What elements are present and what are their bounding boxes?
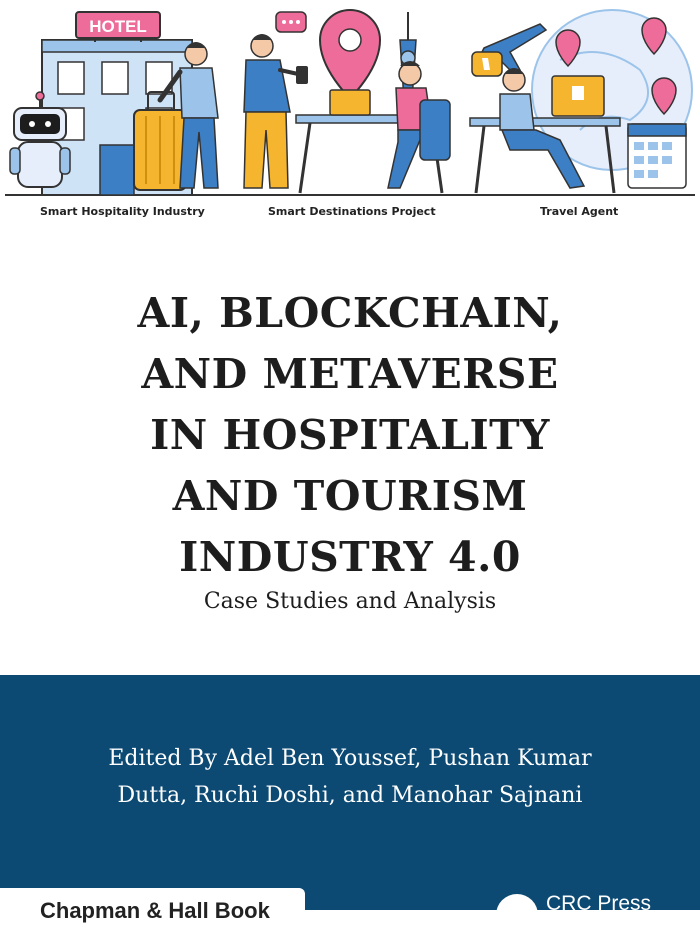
caption-smart-hospitality: Smart Hospitality Industry	[40, 205, 205, 218]
caption-smart-destinations: Smart Destinations Project	[268, 205, 436, 218]
crc-logo-icon	[496, 894, 538, 936]
publisher-name: CRC Press	[546, 892, 652, 915]
editors-line: Edited By Adel Ben Youssef, Pushan Kumar	[108, 746, 592, 771]
editors-line: Dutta, Ruchi Doshi, and Manohar Sajnani	[117, 783, 583, 808]
phone-bubble-icon	[472, 52, 502, 76]
series-badge	[0, 888, 305, 928]
hotel-sign	[76, 12, 160, 42]
caption-travel-agent: Travel Agent	[540, 205, 619, 218]
title-line: INDUSTRY 4.0	[179, 533, 521, 581]
calendar-icon	[628, 124, 686, 188]
title-line: AI, BLOCKCHAIN,	[137, 289, 563, 337]
editors-credit	[0, 740, 700, 814]
seated-woman-icon	[388, 61, 450, 188]
title-line: IN HOSPITALITY	[150, 411, 550, 459]
book-subtitle: Case Studies and Analysis	[203, 589, 497, 614]
title-line: AND TOURISM	[172, 472, 528, 520]
book-title	[0, 283, 700, 588]
tower-icon	[400, 12, 416, 100]
cover-illustration	[0, 0, 700, 225]
title-line: AND METAVERSE	[141, 350, 559, 398]
chat-bubble-icon	[276, 12, 306, 32]
series-label: Chapman & Hall Book	[40, 898, 270, 923]
hotel-sign-text: HOTEL	[89, 17, 147, 36]
location-pin-icon	[320, 10, 380, 98]
phone-person-icon	[244, 34, 308, 188]
